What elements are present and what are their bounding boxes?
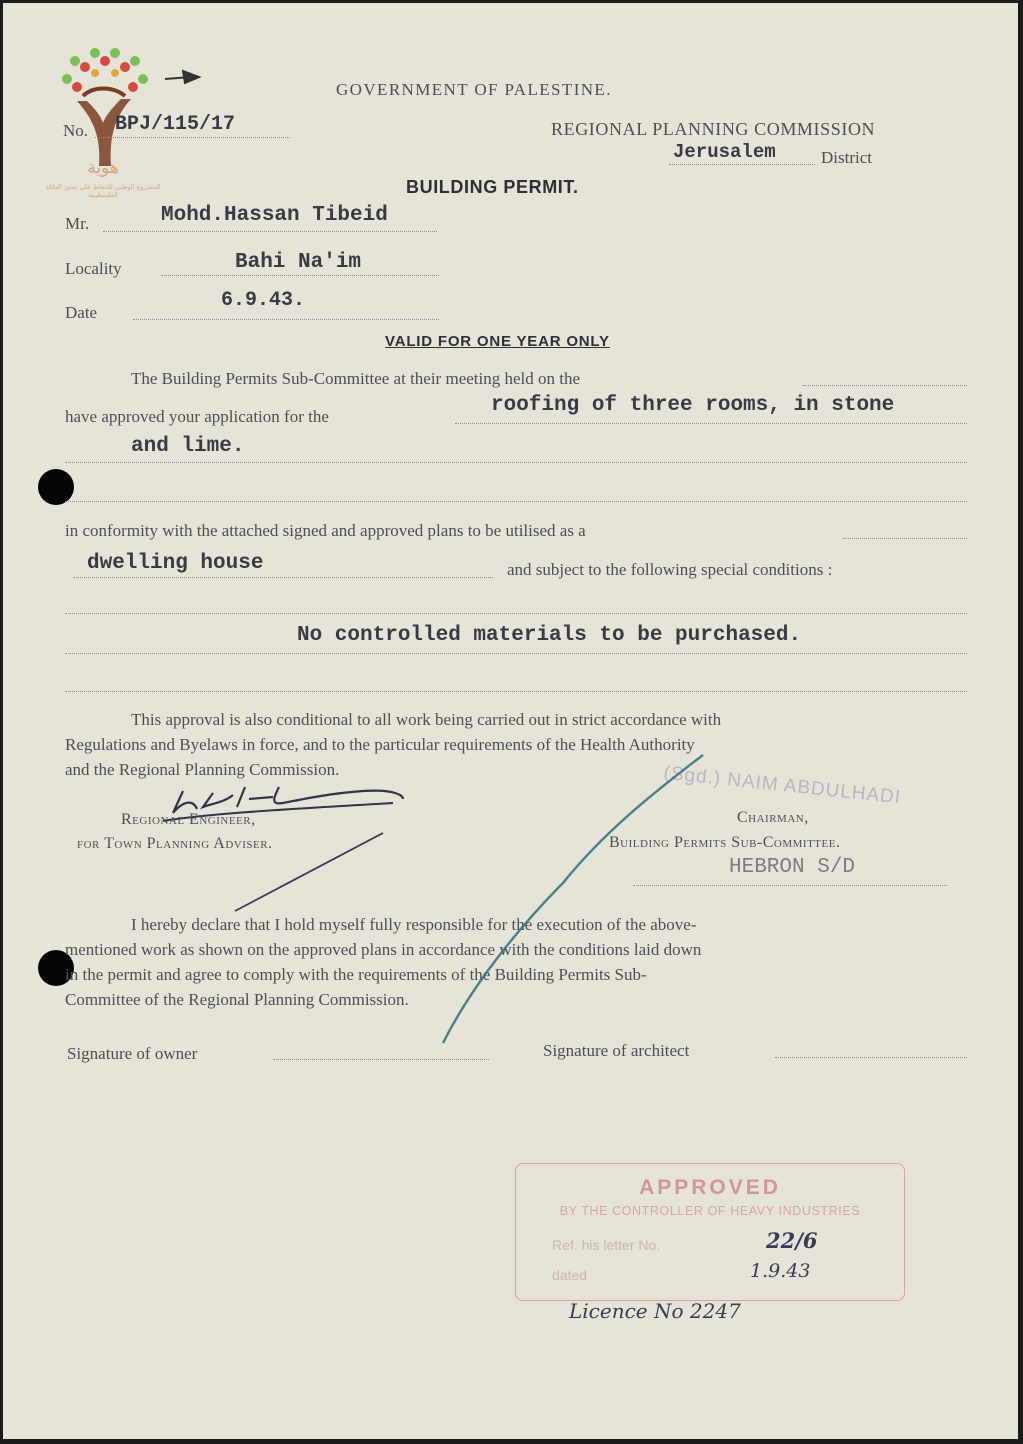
mr-label: Mr. bbox=[65, 214, 90, 233]
ref-value: 22/6 bbox=[766, 1228, 818, 1253]
architect-signature-label: Signature of architect bbox=[543, 1041, 690, 1060]
engineer-subtitle: for Town Planning Adviser. bbox=[77, 835, 273, 852]
document-title: BUILDING PERMIT. bbox=[406, 177, 579, 197]
work-description: roofing of three rooms, in stone bbox=[491, 394, 895, 417]
work-description-cont: and lime. bbox=[131, 435, 245, 458]
approved-stamp bbox=[515, 1163, 905, 1301]
ref-label: Ref. his letter No. bbox=[552, 1237, 661, 1253]
licence-note: Licence No 2247 bbox=[569, 1299, 741, 1323]
approval-line-3: and the Regional Planning Commission. bbox=[65, 760, 340, 779]
owner-signature-label: Signature of owner bbox=[67, 1044, 198, 1063]
permit-document bbox=[3, 3, 1018, 1439]
date-label: Date bbox=[65, 303, 98, 322]
permit-no-label: No. bbox=[63, 121, 89, 140]
declaration-line-1: I hereby declare that I hold myself fully responsible for the execution of the above- bbox=[131, 915, 697, 934]
approval-line-1: This approval is also conditional to all work being carried out in strict accordance with bbox=[131, 710, 722, 729]
usage-value: dwelling house bbox=[87, 552, 264, 575]
locality-value: Bahi Na'im bbox=[235, 251, 362, 274]
body-line-6-label: and subject to the following special conditions : bbox=[507, 560, 833, 579]
declaration-line-4: Committee of the Regional Planning Commission. bbox=[65, 990, 409, 1009]
logo-caption: المشروع الوطني للحفاظ على جذور العائلة الفلسطينية bbox=[45, 183, 161, 199]
special-condition: No controlled materials to be purchased. bbox=[297, 624, 802, 647]
declaration-line-2: mentioned work as shown on the approved plans in accordance with the conditions laid down bbox=[65, 940, 702, 959]
government-heading: GOVERNMENT OF PALESTINE. bbox=[336, 80, 612, 99]
hebron-stamp: HEBRON S/D bbox=[729, 856, 856, 879]
chairman-title: Chairman, bbox=[737, 809, 809, 826]
locality-label: Locality bbox=[65, 259, 122, 278]
engineer-title: Regional Engineer, bbox=[121, 811, 256, 828]
body-line-1: The Building Permits Sub-Committee at their meeting held on the bbox=[131, 369, 581, 388]
owner-name: Mohd.Hassan Tibeid bbox=[161, 204, 388, 227]
logo-arabic-text: هوية bbox=[87, 158, 119, 178]
district-label: District bbox=[821, 148, 872, 167]
commission-heading: REGIONAL PLANNING COMMISSION bbox=[551, 119, 876, 139]
permit-no-value: BPJ/115/17 bbox=[115, 113, 236, 136]
dated-value: 1.9.43 bbox=[750, 1260, 811, 1282]
body-line-2-label: have approved your application for the bbox=[65, 407, 329, 426]
date-value: 6.9.43. bbox=[221, 289, 306, 312]
validity-note: VALID FOR ONE YEAR ONLY bbox=[385, 333, 610, 350]
approved-title: APPROVED bbox=[639, 1176, 781, 1199]
district-value: Jerusalem bbox=[673, 141, 776, 163]
body-line-5: in conformity with the attached signed and approved plans to be utilised as a bbox=[65, 521, 586, 540]
chairman-name-stamp: (Sgd.) NAIM ABDULHADI bbox=[662, 762, 902, 809]
approval-line-2: Regulations and Byelaws in force, and to the particular requirements of the Health Authority bbox=[65, 735, 695, 754]
approved-authority: BY THE CONTROLLER OF HEAVY INDUSTRIES bbox=[559, 1204, 861, 1218]
declaration-line-3: in the permit and agree to comply with the requirements of the Building Permits Sub- bbox=[65, 965, 647, 984]
dated-label: dated bbox=[552, 1267, 588, 1283]
chairman-subtitle: Building Permits Sub-Committee. bbox=[609, 834, 841, 851]
